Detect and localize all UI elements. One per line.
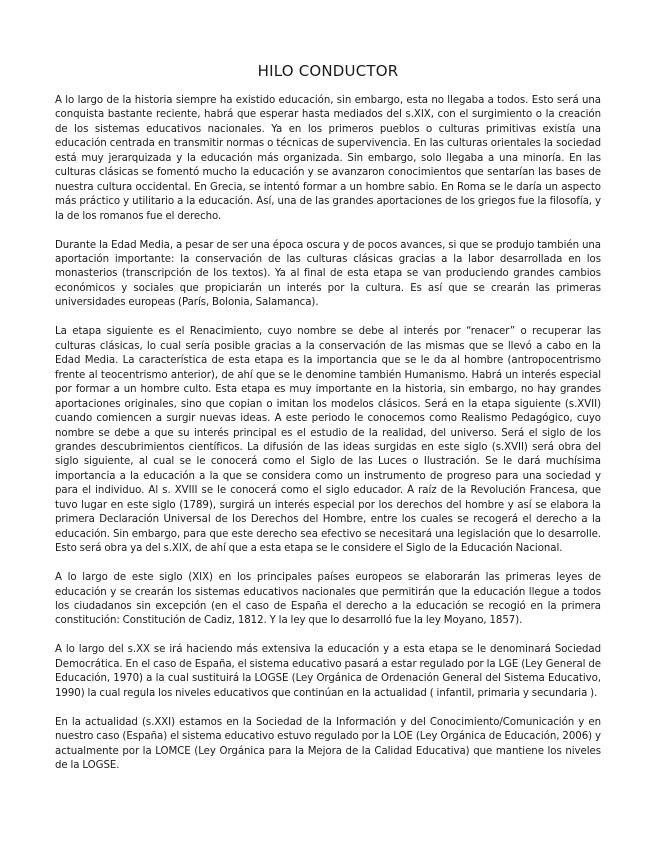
- paragraph-nineteenth-century: A lo largo de este siglo (XIX) en los principales países europeos se elaborarán las primeras leyes de educación y se crearán los sistemas educativos nacionales que permitirán que la educación llegue a todos los ciudadanos sin excepción (en el caso de España el derecho a la educación se recogió en la primera constitución: Constitución de Cadiz, 1812. Y la ley que lo desarrolló fue la ley Moyano, 1857).: [55, 572, 601, 627]
- paragraph-ancient-history: A lo largo de la historia siempre ha existido educación, sin embargo, esta no llegaba a todos. Esto será una conquista bastante reciente, habrá que esperar hasta mediados del s.XIX, con el surgimiento o la creación de los sistemas educativos nacionales. Ya en los primeros pueblos o culturas primitivas existía una educación centrada en transmitir normas o técnicas de supervivencia. En las culturas orientales la sociedad está muy jerarquizada y la educación más organizada. Sin embargo, solo llegaba a una minoría. En las culturas clásicas se fomentó mucho la educación y se avanzaron conocimientos que sentarían las bases de nuestra cultura occidental. En Grecia, se intentó formar a un hombre sabio. En Roma se le daría un aspecto más práctico y utilitario a la educación. Así, una de las grandes aportaciones de los griegos fue la filosofía, y la de los romanos fue el derecho.: [55, 95, 601, 222]
- paragraph-present-day: En la actualidad (s.XXI) estamos en la Sociedad de la Información y del Conocimiento/Comunicación y en nuestro caso (España) el sistema educativo estuvo regulado por la LOE (Ley Orgánica de Educación, 2006) y actualmente por la LOMCE (Ley Orgánica para la Mejora de la Calidad Educativa) que mantiene los niveles de la LOGSE.: [55, 716, 601, 772]
- document-body: [55, 94, 601, 774]
- document-page: [55, 0, 601, 788]
- document-title: HILO CONDUCTOR: [257, 62, 399, 80]
- paragraph-renaissance-enlightenment: La etapa siguiente es el Renacimiento, cuyo nombre se debe al interés por “renacer” o recuperar las culturas clásicas, lo cual sería posible gracias a la conservación de las mismas que se llevó a cabo en la Edad Media. La característica de esta etapa es la importancia que se le da al hombre (antropocentrismo frente al teocentrismo anterior), de ahí que se le denomine también Humanismo. Habrá un interés especial por formar a un hombre culto. Esta etapa es muy importante en la historia, sin embargo, no hay grandes aportaciones originales, sino que copian o imitan los modelos clásicos. Será en la etapa siguiente (s.XVII) cuando comiencen a surgir nuevas ideas. A este periodo le conocemos como Realismo Pedagógico, cuyo nombre se debe a que su interés principal es el estudio de la realidad, del universo. Será el siglo de los grandes descubrimientos científicos. La difusión de las ideas surgidas en este siglo (s.XVII) será obra del siglo siguiente, al cual se le conocerá como el Siglo de las Luces o Ilustración. Se le dará muchísima importancia a la educación a la que se considera como un instrumento de progreso para una sociedad y para el individuo. Al s. XVIII se le conocerá como el siglo educador. A raíz de la Revolución Francesa, que tuvo lugar en este siglo (1789), surgirá un interés especial por los derechos del hombre y así se elabora la primera Declaración Universal de los Derechos del Hombre, entre los cuales se recogerá el derecho a la educación. Sin embargo, para que este derecho sea efectivo se necesitará una legislación que lo desarrolle. Esto será obra ya del s.XIX, de ahí que a esta etapa se le considere el Siglo de la Educación Nacional.: [55, 326, 601, 555]
- paragraph-middle-ages: Durante la Edad Media, a pesar de ser una época oscura y de pocos avances, si que se produjo también una aportación importante: la conservación de las culturas clásicas gracias a la labor desarrollada en los monasterios (transcripción de los textos). Ya al final de esta etapa se van produciendo grandes cambios económicos y sociales que propiciarán un interés por la cultura. Es así que se crearán las primeras universidades europeas (París, Bolonia, Salamanca).: [55, 239, 601, 309]
- paragraph-twentieth-century: A lo largo del s.XX se irá haciendo más extensiva la educación y a esta etapa se le denominará Sociedad Democrática. En el caso de España, el sistema educativo pasará a estar regulado por la LGE (Ley General de Educación, 1970) a la cual sustituirá la LOGSE (Ley Orgánica de Ordenación General del Sistema Educativo, 1990) la cual regula los niveles educativos que continúan en la actualidad ( infantil, primaria y secundaria ).: [55, 644, 601, 699]
